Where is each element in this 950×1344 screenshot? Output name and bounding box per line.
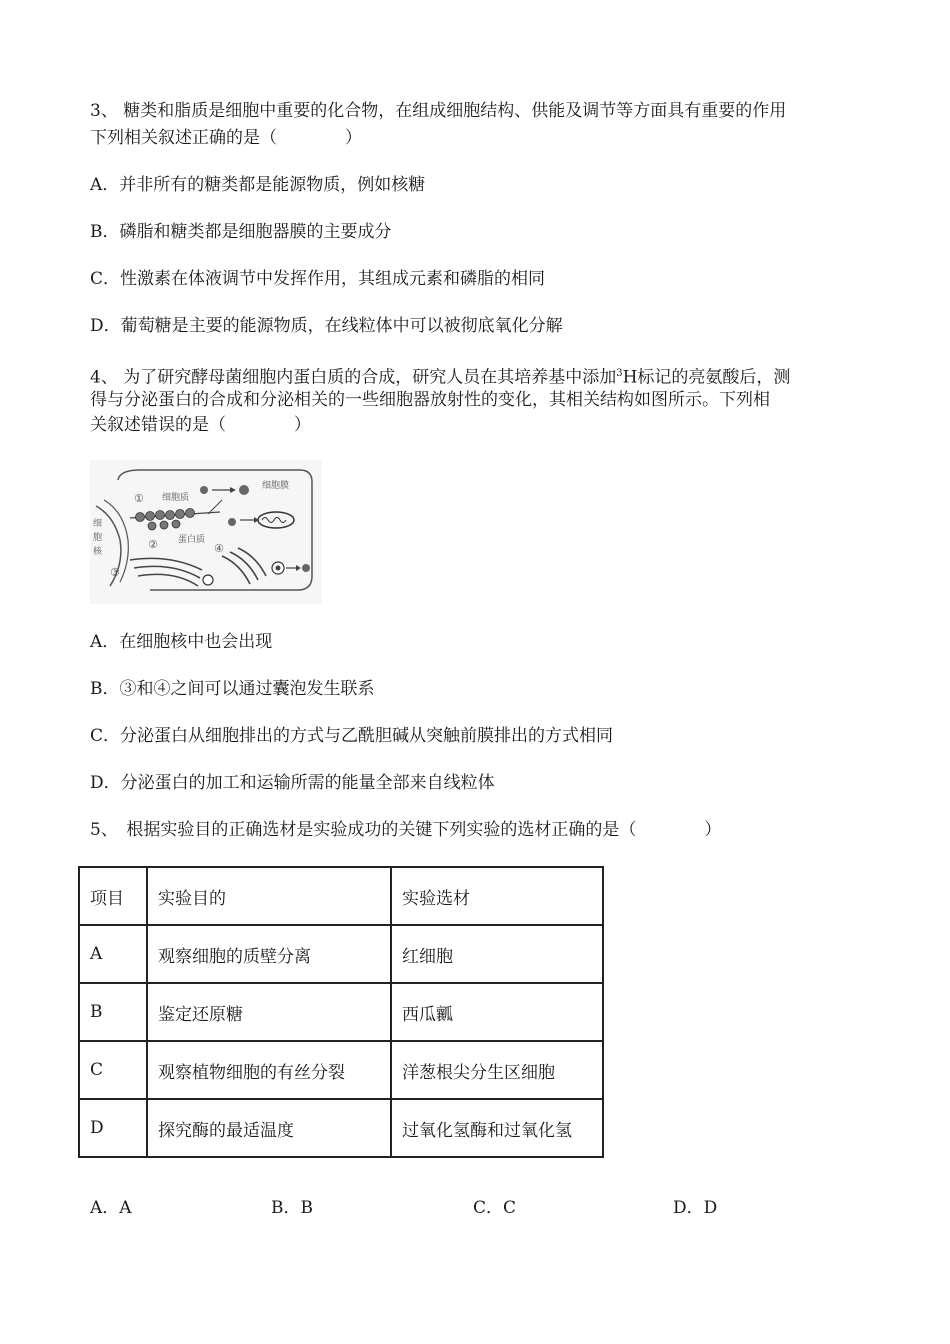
label-cytoplasm: 细胞质 <box>162 493 190 503</box>
q3-option-a: A．并非所有的糖类都是能源物质，例如核糖 <box>90 175 426 195</box>
q5-answer-a: A．A <box>90 1198 132 1218</box>
table-header-cell: 项目 <box>79 867 147 925</box>
vesicle <box>302 564 310 572</box>
endoplasmic-reticulum <box>130 558 202 586</box>
vesicle-content <box>276 566 281 571</box>
table-row <box>79 925 603 983</box>
q5-answer-c: C．C <box>473 1198 517 1218</box>
table-cell: B <box>79 983 147 1041</box>
table-row <box>79 1041 603 1099</box>
table-cell: 观察细胞的质壁分离 <box>147 925 391 983</box>
q4-stem-line2: 得与分泌蛋白的合成和分泌相关的一些细胞器放射性的变化，其相关结构如图所示。下列相 <box>90 390 770 410</box>
q5-answer-b: B．B <box>271 1198 313 1218</box>
table-cell: 鉴定还原糖 <box>147 983 391 1041</box>
table-cell: D <box>79 1099 147 1157</box>
q4-option-c: C．分泌蛋白从细胞排出的方式与乙酰胆碱从突触前膜排出的方式相同 <box>90 726 614 746</box>
arrow-head <box>296 565 301 571</box>
arrow-head <box>230 487 236 493</box>
golgi-apparatus <box>222 548 266 584</box>
ribosomes <box>136 509 195 531</box>
table-cell: 红细胞 <box>391 925 603 983</box>
secretory-pathway-diagram <box>90 460 322 604</box>
q3-option-d: D．葡萄糖是主要的能源物质，在线粒体中可以被彻底氧化分解 <box>90 316 563 336</box>
marker-4: ④ <box>214 542 224 555</box>
vesicle <box>203 575 213 585</box>
table-cell: 探究酶的最适温度 <box>147 1099 391 1157</box>
q4-stem-line1 <box>90 362 790 390</box>
vesicle <box>239 485 249 495</box>
secretory-pathway-figure <box>90 460 322 604</box>
table-cell: 观察植物细胞的有丝分裂 <box>147 1041 391 1099</box>
q4-isotope-superscript: 3 <box>616 368 623 379</box>
q3-stem-line2: 下列相关叙述正确的是（ ） <box>90 128 362 148</box>
q3-option-c: C．性激素在体液调节中发挥作用，其组成元素和磷脂的相同 <box>90 269 546 289</box>
table-cell: 洋葱根尖分生区细胞 <box>391 1041 603 1099</box>
marker-3: ③ <box>110 566 120 579</box>
label-protein: 蛋白质 <box>178 535 206 545</box>
mitochondrion-cristae <box>262 518 286 523</box>
table-header-row <box>79 867 603 925</box>
label-nucleus-1: 细 <box>93 519 103 529</box>
q5-stem-line1: 5、 根据实验目的正确选材是实验成功的关键下列实验的选材正确的是（ ） <box>90 820 722 840</box>
mitochondrion <box>258 512 294 528</box>
q4-option-a: A．在细胞核中也会出现 <box>90 632 273 652</box>
marker-1: ① <box>134 492 144 505</box>
table-header-cell: 实验选材 <box>391 867 603 925</box>
table-row <box>79 983 603 1041</box>
q4-option-b: B．③和④之间可以通过囊泡发生联系 <box>90 679 375 699</box>
q3-option-b: B．磷脂和糖类都是细胞器膜的主要成分 <box>90 222 392 242</box>
q3-stem-line1: 3、 糖类和脂质是细胞中重要的化合物，在组成细胞结构、供能及调节等方面具有重要的作用 <box>90 101 787 121</box>
q4-stem-line1-post: H标记的亮氨酸后，测 <box>622 367 791 388</box>
vesicle <box>228 518 236 526</box>
table-cell: 过氧化氢酶和过氧化氢 <box>391 1099 603 1157</box>
table-cell: A <box>79 925 147 983</box>
marker-2: ② <box>148 538 158 551</box>
q4-option-d: D．分泌蛋白的加工和运输所需的能量全部来自线粒体 <box>90 773 495 793</box>
q4-stem-line1-pre: 4、 为了研究酵母菌细胞内蛋白质的合成，研究人员在其培养基中添加 <box>90 367 617 388</box>
table-cell: C <box>79 1041 147 1099</box>
label-nucleus-2: 胞 <box>93 533 103 543</box>
table-header-cell: 实验目的 <box>147 867 391 925</box>
q5-answer-d: D．D <box>673 1198 718 1218</box>
label-cell-membrane: 细胞膜 <box>262 481 290 491</box>
experiment-table <box>78 866 604 1158</box>
vesicle <box>200 486 208 494</box>
table-row <box>79 1099 603 1157</box>
label-nucleus-3: 核 <box>93 547 103 557</box>
q4-stem-line3: 关叙述错误的是（ ） <box>90 415 311 435</box>
table-cell: 西瓜瓤 <box>391 983 603 1041</box>
